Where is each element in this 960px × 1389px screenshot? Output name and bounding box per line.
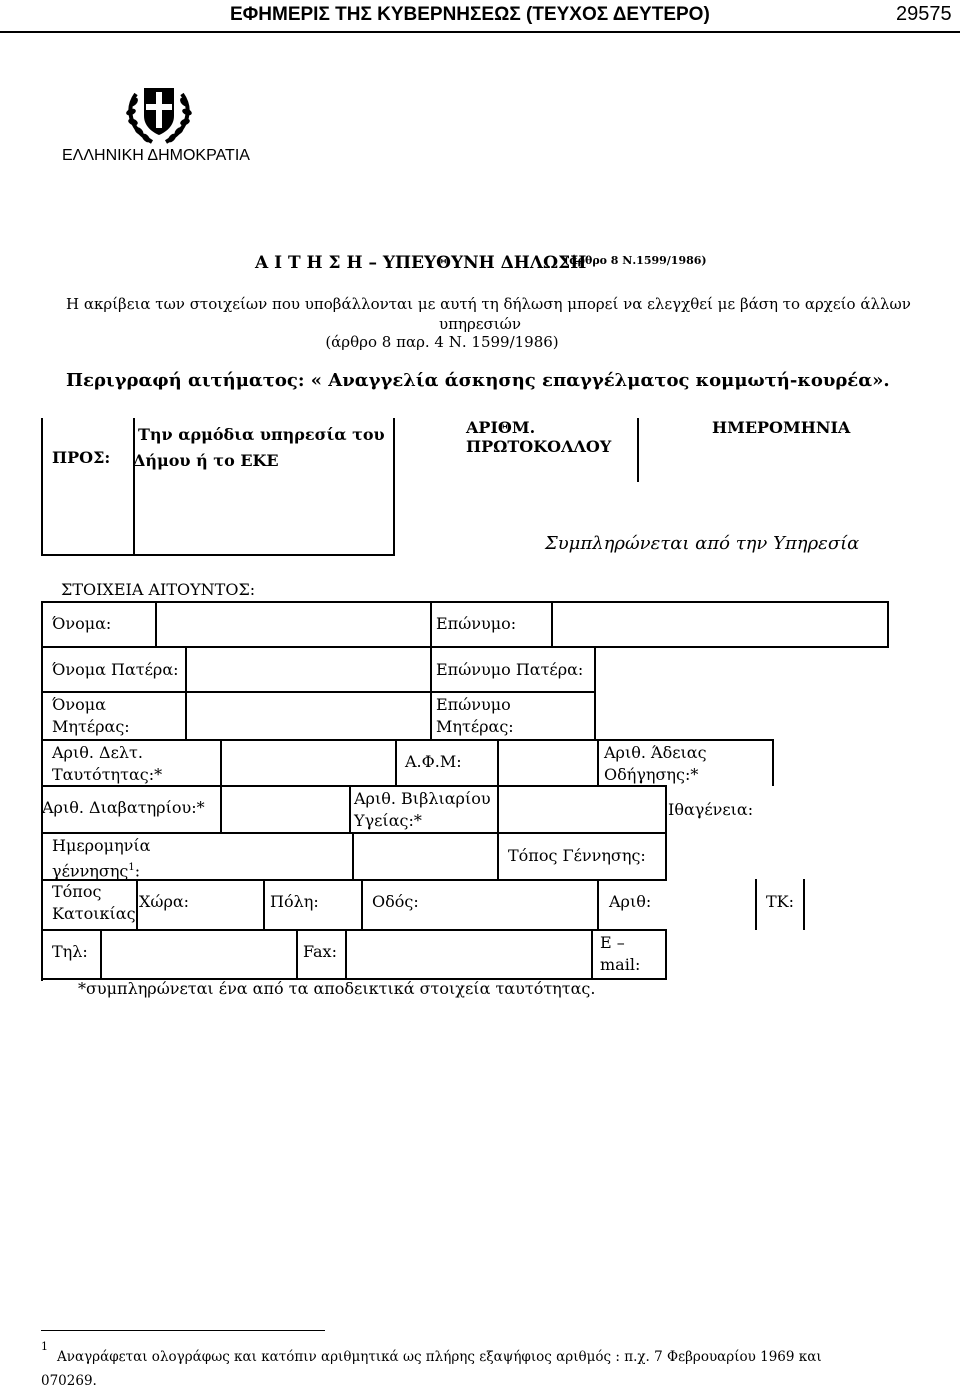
birth-date-label: Ημερομηνία γέννησης$^1$:: [52, 836, 151, 881]
document-title-reference: (άρθρο 8 Ν.1599/1986): [564, 254, 707, 267]
license-number-label: Αριθ. Άδειας Οδήγησης:*: [604, 743, 707, 784]
footnote-text-line-2: 070269.: [41, 1373, 97, 1389]
applicant-section-title: ΣΤΟΙΧΕΙΑ ΑΙΤΟΥΝΤΟΣ:: [61, 580, 256, 599]
footnote-ref-1: 1: [128, 862, 135, 873]
last-name-label: Επώνυμο:: [436, 614, 517, 633]
recipient-line-1: Την αρμόδια υπηρεσία του: [138, 425, 385, 444]
recipient-line-2: Δήμου ή το ΕΚΕ: [133, 451, 279, 470]
protocol-label-line-1: ΑΡΙΘΜ.: [466, 418, 536, 437]
protocol-label-line-2: ΠΡΩΤΟΚΟΛΛΟΥ: [466, 437, 612, 456]
date-label: ΗΜΕΡΟΜΗΝΙΑ: [712, 418, 851, 437]
nationality-label: Ιθαγένεια:: [668, 800, 754, 819]
to-label: ΠΡΟΣ:: [52, 448, 111, 467]
city-label: Πόλη:: [270, 892, 319, 911]
mother-surname-label: Επώνυμο Μητέρας:: [436, 695, 514, 736]
identity-note: *συμπληρώνεται ένα από τα αποδεικτικά στοιχεία ταυτότητας.: [78, 979, 596, 998]
gazette-title: ΕΦΗΜΕΡΙΣ ΤΗΣ ΚΥΒΕΡΝΗΣΕΩΣ (ΤΕΥΧΟΣ ΔΕΥΤΕΡΟ): [230, 4, 710, 25]
notice-line-3: (άρθρο 8 παρ. 4 Ν. 1599/1986): [325, 333, 559, 351]
afm-label: Α.Φ.Μ:: [405, 752, 462, 771]
country-label: Χώρα:: [139, 892, 190, 911]
footnote-text-line-1: Αναγράφεται ολογράφως και κατόπιν αριθμητικά ως πλήρης εξαψήφιος αριθμός : π.χ. 7 Φεβρουαρίου 1969 και: [57, 1349, 822, 1365]
email-label: E – mail:: [600, 933, 641, 974]
first-name-label: Όνομα:: [52, 614, 112, 633]
residence-label: Τόπος Κατοικίας: [52, 882, 136, 923]
street-number-label: Αριθ:: [609, 892, 652, 911]
emblem-caption: ΕΛΛΗΝΙΚΗ ΔΗΜΟΚΡΑΤΙΑ: [62, 147, 250, 164]
postal-code-label: ΤΚ:: [766, 892, 795, 911]
father-surname-label: Επώνυμο Πατέρα:: [436, 660, 584, 679]
notice-line-2: υπηρεσιών: [438, 315, 522, 333]
service-note: Συμπληρώνεται από την Υπηρεσία: [545, 533, 860, 554]
id-number-label: Αριθ. Δελτ. Ταυτότητας:*: [52, 743, 163, 784]
mother-name-label: Όνομα Μητέρας:: [52, 695, 130, 736]
street-label: Οδός:: [372, 892, 419, 911]
document-title: Α Ι Τ Η Σ Η – ΥΠΕΥΘΥΝΗ ΔΗΛΩΣΗ: [255, 253, 587, 273]
notice-line-1: Η ακρίβεια των στοιχείων που υποβάλλονται με αυτή τη δήλωση μπορεί να ελεγχθεί με βάση το αρχείο άλλων: [66, 295, 911, 313]
footnote-rule: [41, 1330, 325, 1331]
greek-coat-of-arms-icon: [124, 80, 194, 148]
fax-label: Fax:: [303, 942, 337, 961]
request-description: Περιγραφή αιτήματος: « Αναγγελία άσκησης επαγγέλματος κομμωτή-κουρέα».: [66, 370, 890, 391]
page-number: 29575: [896, 3, 952, 25]
passport-number-label: Αριθ. Διαβατηρίου:*: [42, 798, 205, 817]
health-book-label: Αριθ. Βιβλιαρίου Υγείας:*: [354, 789, 491, 830]
phone-label: Τηλ:: [52, 942, 88, 961]
footnote-marker: 1: [41, 1340, 48, 1353]
birth-place-label: Τόπος Γέννησης:: [508, 846, 646, 865]
father-name-label: Όνομα Πατέρα:: [52, 660, 179, 679]
header-rule: [0, 31, 960, 33]
